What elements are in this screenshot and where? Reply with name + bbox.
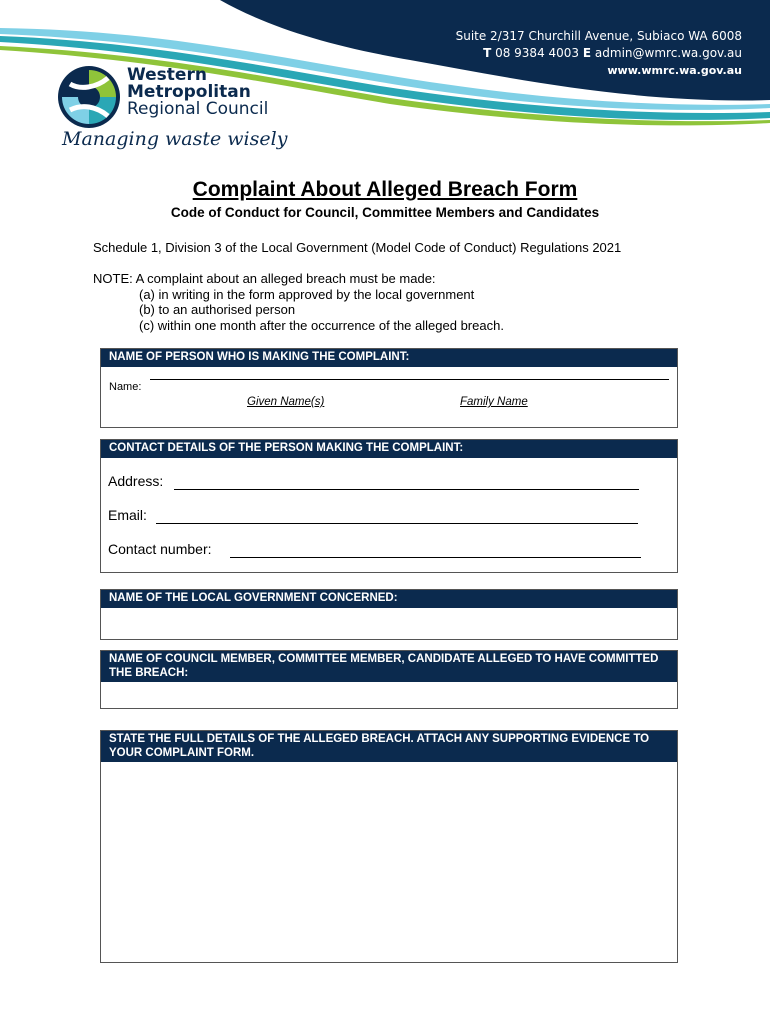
note-item-a: (a) in writing in the form approved by the local government	[139, 286, 475, 302]
wmrc-logo-icon	[56, 64, 122, 130]
local-government-header: NAME OF THE LOCAL GOVERNMENT CONCERNED:	[101, 590, 677, 608]
contact-number-field[interactable]	[230, 542, 641, 558]
phone-number: 08 9384 4003	[495, 46, 580, 60]
local-government-field[interactable]	[101, 608, 677, 639]
note-block	[93, 271, 504, 333]
organisation-name: Western Metropolitan Regional Council	[127, 65, 269, 119]
schedule-reference: Schedule 1, Division 3 of the Local Government (Model Code of Conduct) Regulations 2021	[93, 240, 622, 255]
complainant-section	[100, 348, 678, 428]
contact-section	[100, 439, 678, 573]
breach-details-field[interactable]	[101, 762, 677, 962]
address-label: Address:	[108, 473, 164, 489]
email-label: Email:	[108, 507, 147, 523]
given-name-caption: Given Name(s)	[247, 396, 325, 408]
member-header: NAME OF COUNCIL MEMBER, COMMITTEE MEMBER, CANDIDATE ALLEGED TO HAVE COMMITTED THE BREACH:	[101, 651, 677, 682]
form-subtitle: Code of Conduct for Council, Committee Members and Candidates	[170, 205, 600, 220]
breach-details-header: STATE THE FULL DETAILS OF THE ALLEGED BREACH. ATTACH ANY SUPPORTING EVIDENCE TO YOUR COMPLAINT FORM.	[101, 731, 677, 762]
note-item-b: (b) to an authorised person	[139, 302, 296, 317]
address-line: Suite 2/317 Churchill Avenue, Subiaco WA 6008	[455, 29, 742, 43]
address-field[interactable]	[174, 474, 639, 490]
contact-number-label: Contact number:	[108, 541, 212, 557]
note-item-c: (c) within one month after the occurrence of the alleged breach.	[139, 317, 504, 333]
note-intro: NOTE: A complaint about an alleged breach must be made:	[93, 271, 436, 286]
contact-header: CONTACT DETAILS OF THE PERSON MAKING THE COMPLAINT:	[101, 440, 677, 458]
form-title: Complaint About Alleged Breach Form	[192, 178, 578, 201]
local-government-section	[100, 589, 678, 640]
member-field[interactable]	[101, 682, 677, 709]
tagline: Managing waste wisely	[62, 128, 288, 150]
complainant-header: NAME OF PERSON WHO IS MAKING THE COMPLAINT:	[101, 349, 677, 367]
name-label: Name:	[109, 381, 142, 393]
website-link[interactable]: www.wmrc.wa.gov.au	[607, 64, 742, 77]
phone-email-line: T 08 9384 4003 E admin@wmrc.wa.gov.au	[483, 46, 742, 60]
email-address: admin@wmrc.wa.gov.au	[594, 46, 742, 60]
contact-block	[456, 28, 742, 79]
member-section	[100, 650, 678, 709]
email-field[interactable]	[156, 508, 638, 524]
breach-details-section	[100, 730, 678, 963]
family-name-caption: Family Name	[460, 396, 528, 408]
name-field[interactable]	[150, 379, 669, 380]
